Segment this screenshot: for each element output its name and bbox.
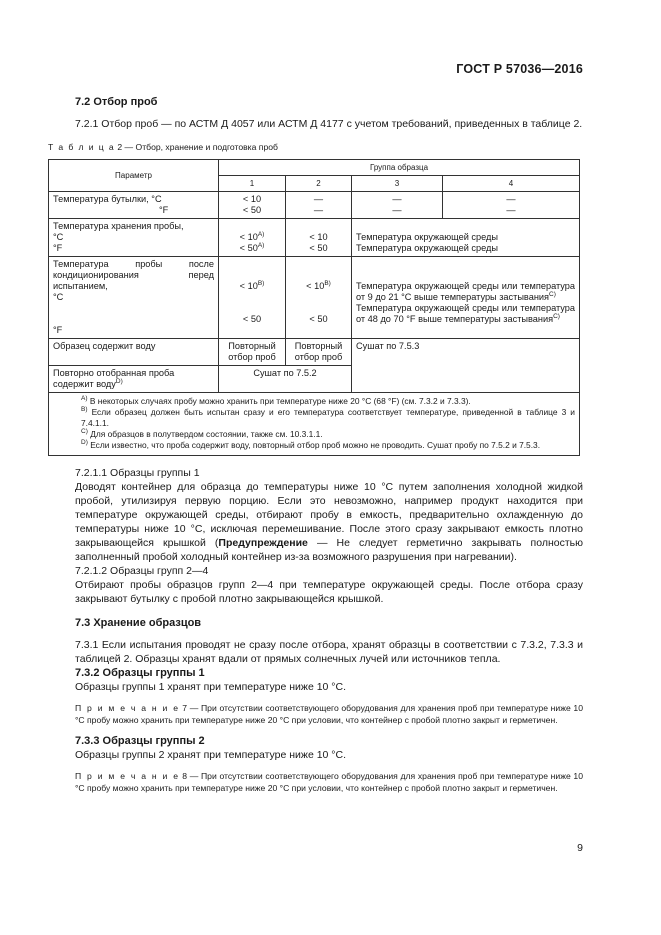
col-group-4: 4 — [443, 176, 580, 192]
table-row: Температура пробы после кондиционирования перед испытанием, °C °F < $10^{B)}$ < 50 < $10^{B)}$ < 50 Температура окружающей среды или температура от 9 до 21 °C выше температуры застывания$^{C)}$ Температура окружающей среды или температура от 48 до 70 °F выше температуры застывания$^{C)}$ — [49, 257, 580, 339]
row-conditioning-temp-label: Температура пробы после кондиционирования перед испытанием, °C °F — [49, 257, 219, 339]
para-7-3-1: 7.3.1 Если испытания проводят не сразу после отбора, хранят образцы в соответствии с 7.3.2, 7.3.3 и таблицей 2. Образцы хранят вдали от прямых солнечных лучей или источников тепла. — [75, 639, 583, 665]
row-bottle-temp-label: Температура бутылки, °C °F — [49, 192, 219, 219]
section-7-3-3-title: 7.3.3 Образцы группы 2 — [75, 735, 205, 747]
para-7-2-1-1: Доводят контейнер для образца до температуры ниже 10 °C путем заполнения холодной жидкой пробой, утилизируя первую порцию. Если это невозможно, например продукт находится при температуре окружающей среды, отбирают пробу в емкость, предварительно охлажденную до температуры ниже 10 °C, исключая перемешивание. После этого сразу закрывают емкость плотно закрывающейся крышкой (Предупреждение — Не следует герметично закрывать полностью заполненный пробой холодный контейнер из-за возможного разрушения при нагревании). — [75, 481, 583, 563]
footnote-a: $^{A)}$ В некоторых случаях пробу можно хранить при температуре ниже 20 °C (68 °F) (см. 7.3.2 и 7.3.3). — [81, 395, 471, 406]
table-row: Температура хранения пробы, °C °F < $10^{A)}$ < $50^{A)}$ < 10 < 50 Температура окружающей среды Температура окружающей среды — [49, 219, 580, 257]
page-content — [48, 95, 583, 794]
section-7-2-title: 7.2 Отбор проб — [75, 96, 158, 108]
para-7-2-1: 7.2.1 Отбор проб — по АСТМ Д 4057 или АСТМ Д 4177 с учетом требований, приведенных в таблице 2. — [75, 118, 583, 130]
col-group-1: 1 — [219, 176, 286, 192]
row-storage-temp-label: Температура хранения пробы, °C °F — [49, 219, 219, 257]
section-7-2-1-2-title: 7.2.1.2 Образцы групп 2—4 — [75, 565, 209, 577]
section-7-2-1-1-title: 7.2.1.1 Образцы группы 1 — [75, 467, 200, 479]
col-sample-group: Группа образца — [219, 160, 580, 176]
col-parameter: Параметр — [49, 160, 219, 192]
footnote-b: $^{B)}$ Если образец должен быть испытан сразу и его температура соответствует температуре, приведенной в таблице 3 и 7.4.1.1. — [81, 406, 575, 428]
para-7-2-1-2: Отбирают пробы образцов групп 2—4 при температуре окружающей среды. После отбора сразу закрывают бутылку с пробой плотно закрывающейся крышкой. — [75, 579, 583, 605]
table-row: Образец содержит воду Повторный отбор проб Повторный отбор проб Сушат по 7.5.3 — [49, 339, 580, 366]
note-7: П р и м е ч а н и е 7 — При отсутствии соответствующего оборудования для хранения проб при температуре ниже 10 °C пробу можно хранить при температуре ниже 20 °C при условии, что контейнер с пробой плотно закрыт и герметичен. — [75, 703, 583, 725]
col-group-3: 3 — [352, 176, 443, 192]
table-row: Температура бутылки, °C °F < 10 < 50 — — — — — — — [49, 192, 580, 219]
col-group-2: 2 — [286, 176, 352, 192]
document-code: ГОСТ Р 57036—2016 — [456, 62, 583, 76]
table-caption: Т а б л и ц а 2 — Отбор, хранение и подготовка проб — [48, 142, 278, 152]
footnote-c: $^{C)}$ Для образцов в полутвердом состоянии, также см. 10.3.1.1. — [81, 428, 323, 439]
table-footnotes — [49, 393, 580, 456]
footnote-d: $^{D)}$ Если известно, что проба содержит воду, повторный отбор проб можно не проводить. Сушат пробу по 7.5.2 и 7.5.3. — [81, 439, 541, 450]
section-7-3-2-title: 7.3.2 Образцы группы 1 — [75, 667, 205, 679]
note-8: П р и м е ч а н и е 8 — При отсутствии соответствующего оборудования для хранения проб при температуре ниже 10 °C пробу можно хранить при температуре ниже 20 °C при условии, что контейнер с пробой плотно закрыт и герметичен. — [75, 771, 583, 793]
table-row: Повторно отобранная проба содержит воду$^{D)}$ Сушат по 7.5.2 — [49, 366, 580, 393]
sampling-table — [48, 159, 580, 456]
table-header-row — [49, 160, 580, 176]
page-number: 9 — [577, 842, 583, 854]
para-7-3-3: Образцы группы 2 хранят при температуре ниже 10 °C. — [75, 749, 346, 761]
section-7-3-title: 7.3 Хранение образцов — [75, 617, 202, 629]
para-7-3-2: Образцы группы 1 хранят при температуре ниже 10 °C. — [75, 681, 346, 693]
